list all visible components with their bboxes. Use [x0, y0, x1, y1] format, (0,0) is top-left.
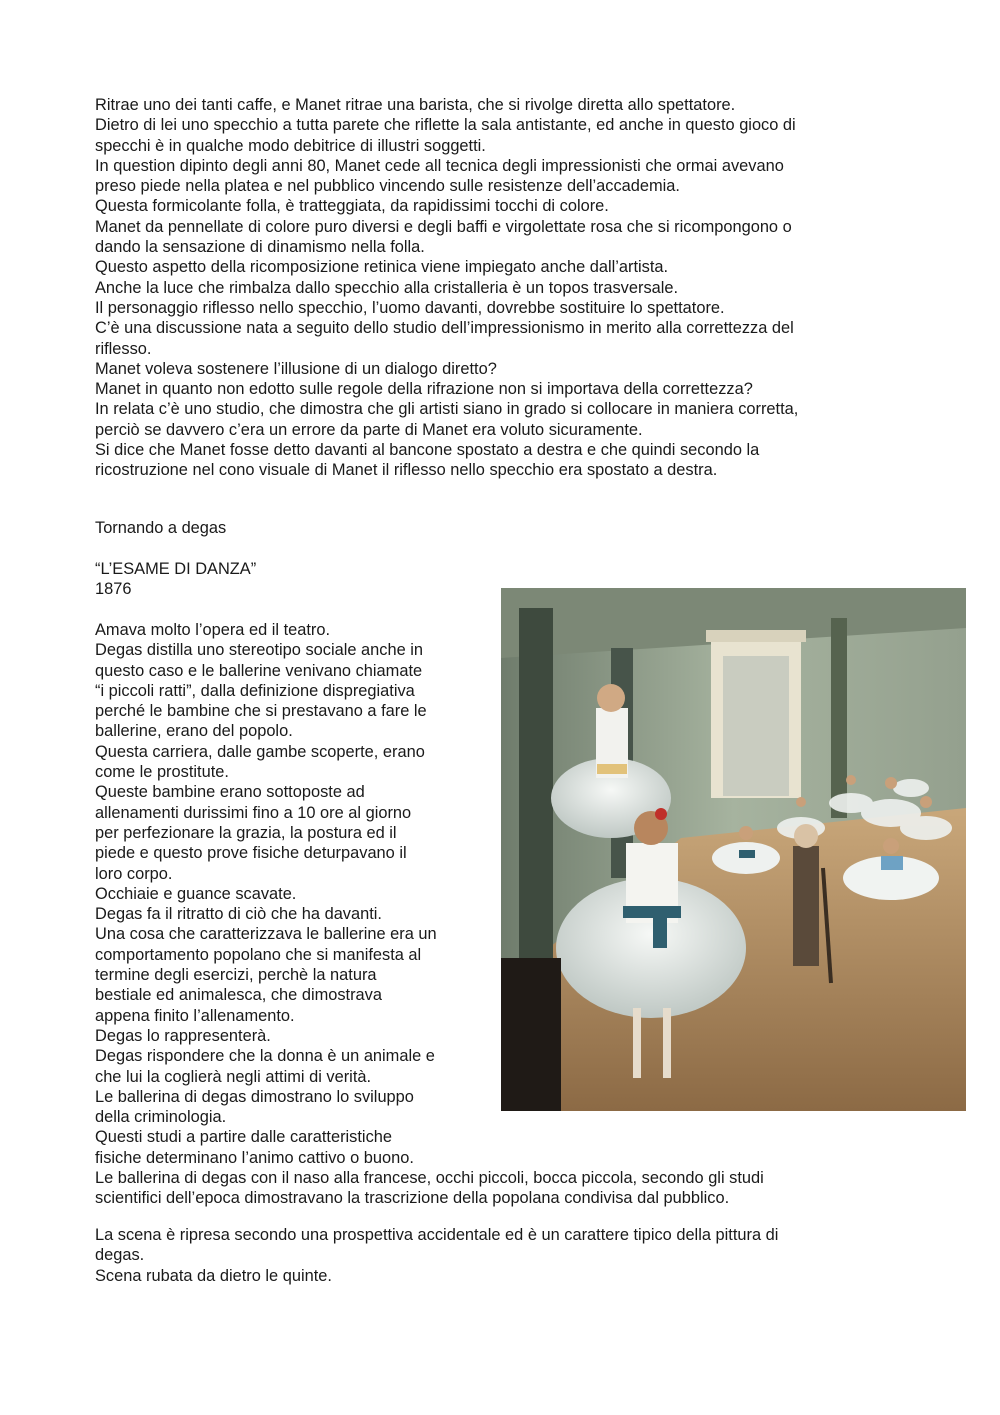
- text-line: Le ballerina di degas dimostrano lo sviluppo: [95, 1087, 414, 1106]
- text-line: Degas rispondere che la donna è un animale e: [95, 1047, 435, 1066]
- text-line: termine degli esercizi, perchè la natura: [95, 966, 377, 985]
- text-line: allenamenti durissimi fino a 10 ore al giorno: [95, 803, 412, 822]
- text-line: che lui la coglierà negli attimi di verità.: [95, 1067, 372, 1086]
- text-line: ricostruzione nel cono visuale di Manet il riflesso nello specchio era spostato a destra.: [95, 461, 718, 480]
- text-line: La scena è ripresa secondo una prospettiva accidentale ed è un carattere tipico della pittura di: [95, 1226, 779, 1244]
- text-line: Il personaggio riflesso nello specchio, l’uomo davanti, dovrebbe sostituire lo spettatore.: [95, 298, 725, 317]
- text-line: In relata c’è uno studio, che dimostra che gli artisti siano in grado si collocare in maniera corretta,: [95, 400, 799, 419]
- text-line: scientifici dell’epoca dimostravano la trascrizione della popolana condivisa dal pubblico.: [95, 1189, 730, 1208]
- text-line: Questo aspetto della ricomposizione retinica viene impiegato anche dall’artista.: [95, 258, 669, 277]
- artwork-title: “L’ESAME DI DANZA”: [95, 560, 257, 578]
- text-line: comportamento popolano che si manifesta al: [95, 945, 422, 964]
- text-line: perché le bambine che si prestavano a fare le: [95, 702, 427, 721]
- text-line: Una cosa che caratterizzava le ballerine era un: [95, 925, 437, 944]
- text-line: riflesso.: [95, 339, 152, 358]
- text-line: appena finito l’allenamento.: [95, 1006, 295, 1025]
- text-line: specchi è in qualche modo debitrice di illustri soggetti.: [95, 136, 486, 155]
- text-line: questo caso e le ballerine venivano chiamate: [95, 661, 423, 680]
- text-line: preso piede nella platea e nel pubblico vincendo sulle resistenze dell’accademia.: [95, 177, 680, 196]
- intro-paragraph: [95, 95, 798, 481]
- text-line: Dietro di lei uno specchio a tutta parete che riflette la sala antistante, ed anche in questo gioco di: [95, 116, 796, 135]
- artwork-year: 1876: [95, 580, 132, 598]
- text-line: Manet da pennellate di colore puro diversi e degli baffi e virgolettate rosa che si ricompongono o: [95, 217, 792, 236]
- text-line: bestiale ed animalesca, che dimostrava: [95, 986, 382, 1005]
- text-line: fisiche determinano l’animo cattivo o buono.: [95, 1148, 414, 1167]
- text-line: Manet voleva sostenere l’illusione di un dialogo diretto?: [95, 359, 497, 378]
- text-line: Questi studi a partire dalle caratteristiche: [95, 1128, 392, 1147]
- text-line: della criminologia.: [95, 1108, 227, 1127]
- text-line: “i piccoli ratti”, dalla definizione dispregiativa: [95, 681, 415, 700]
- text-line: Amava molto l’opera ed il teatro.: [95, 621, 331, 639]
- painting-illustration: [501, 588, 966, 1111]
- text-line: Occhiaie e guance scavate.: [95, 884, 297, 903]
- text-line: ballerine, erano del popolo.: [95, 722, 293, 741]
- text-line: Le ballerina di degas con il naso alla francese, occhi piccoli, bocca piccola, secondo gli studi: [95, 1169, 764, 1188]
- text-line: per perfezionare la grazia, la postura ed il: [95, 823, 397, 842]
- text-line: perciò se davvero c’era un errore da parte di Manet era voluto sicuramente.: [95, 420, 643, 439]
- section-heading: Tornando a degas: [95, 519, 227, 537]
- text-line: Degas fa il ritratto di ciò che ha davanti.: [95, 905, 382, 924]
- text-line: Ritrae uno dei tanti caffe, e Manet ritrae una barista, che si rivolge diretta allo spettatore.: [95, 96, 736, 114]
- closing-paragraph: [95, 1225, 778, 1286]
- text-line: Si dice che Manet fosse detto davanti al bancone spostato a destra e che quindi secondo la: [95, 441, 760, 460]
- text-line: In question dipinto degli anni 80, Manet cede all tecnica degli impressionisti che ormai avevano: [95, 156, 784, 175]
- text-line: Questa formicolante folla, è tratteggiata, da rapidissimi tocchi di colore.: [95, 197, 609, 216]
- text-line: Manet in quanto non edotto sulle regole della rifrazione non si importava della correttezza?: [95, 380, 753, 399]
- text-line: come le prostitute.: [95, 763, 229, 782]
- text-line: C’è una discussione nata a seguito dello studio dell’impressionismo in merito alla correttezza del: [95, 319, 794, 338]
- dance-class-painting: [501, 588, 966, 1111]
- text-line: degas.: [95, 1246, 145, 1265]
- text-line: Questa carriera, dalle gambe scoperte, erano: [95, 742, 425, 761]
- text-line: piede e questo prove fisiche deturpavano il: [95, 844, 407, 863]
- text-line: Anche la luce che rimbalza dallo specchio alla cristalleria è un topos trasversale.: [95, 278, 679, 297]
- text-line: loro corpo.: [95, 864, 173, 883]
- text-line: Queste bambine erano sottoposte ad: [95, 783, 365, 802]
- text-line: Degas lo rappresenterà.: [95, 1026, 271, 1045]
- text-line: Degas distilla uno stereotipo sociale anche in: [95, 641, 424, 660]
- text-line: Scena rubata da dietro le quinte.: [95, 1266, 332, 1285]
- text-line: dando la sensazione di dinamismo nella folla.: [95, 238, 425, 257]
